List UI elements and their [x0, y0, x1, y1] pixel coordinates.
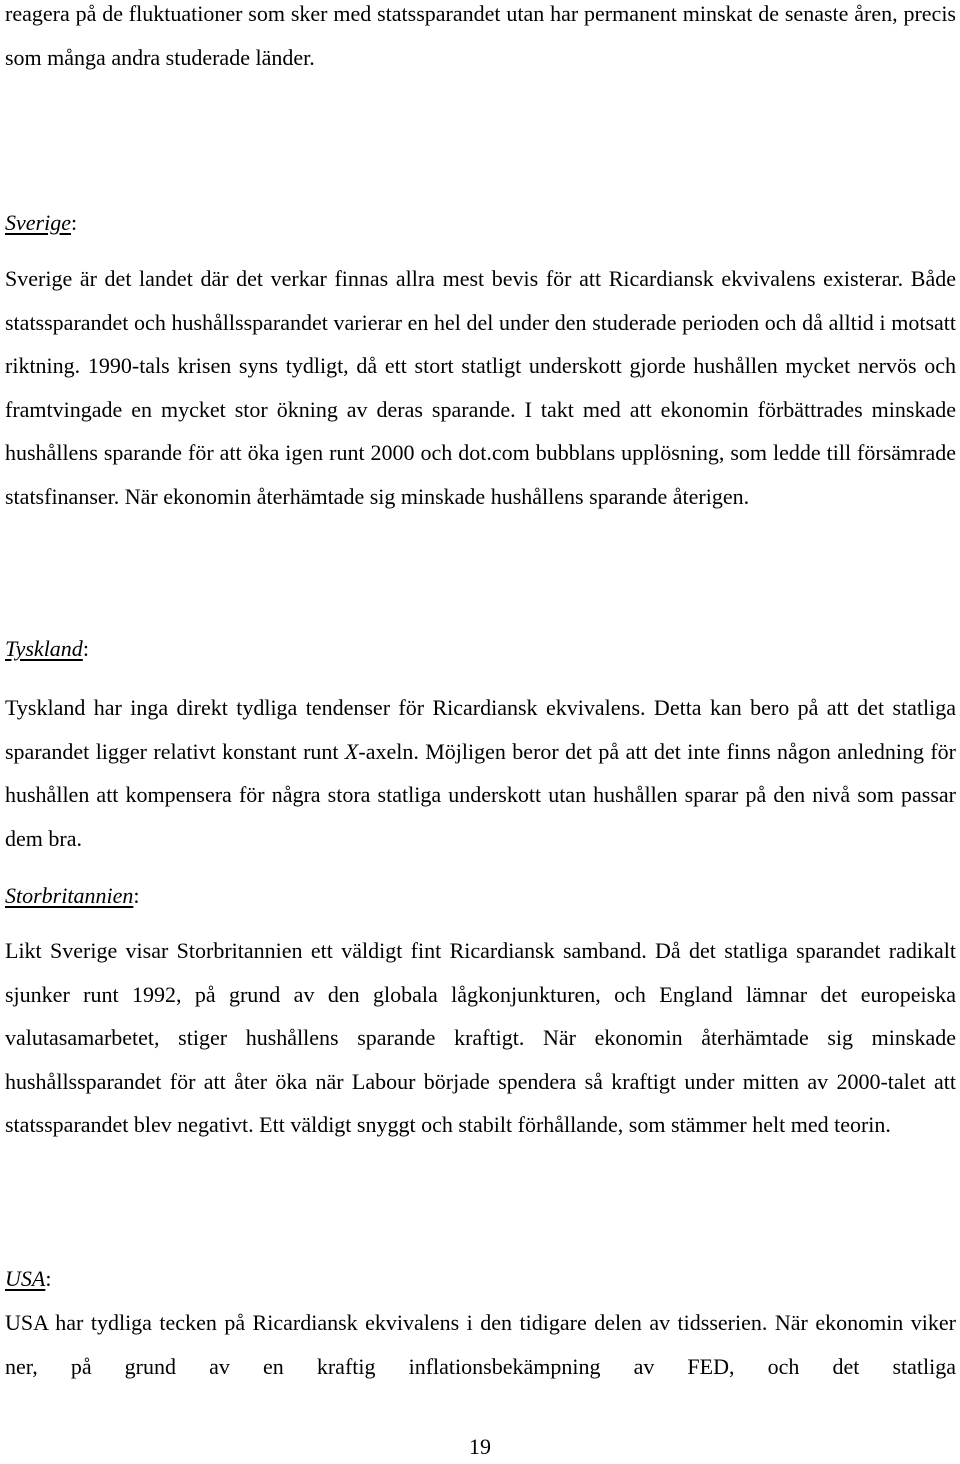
intro-paragraph: reagera på de fluktuationer som sker med statssparandet utan har permanent minskat de senaste åren, precis som många andra studerade länder. — [5, 1, 956, 70]
paragraph-storbritannien: Likt Sverige visar Storbritannien ett väldigt fint Ricardiansk samband. Då det statliga sparandet radikalt sjunker runt 1992, på grund av den globala lågkonjunkturen, och England lämnar det europeiska valutasamarbetet, stiger hushållens sparande kraftigt. När ekonomin återhämtade sig minskade hushållssparandet för att åter öka när Labour började spendera så kraftigt under mitten av 2000-talet att statssparandet blev negativt. Ett väldigt snyggt och stabilt förhållande, som stämmer helt med teorin. — [5, 938, 956, 1137]
section-heading-tyskland — [5, 627, 89, 671]
x-variable: X — [344, 738, 359, 764]
paragraph-usa: USA har tydliga tecken på Ricardiansk ekvivalens i den tidigare delen av tidsserien. När ekonomin viker ner, på grund av en kraftig inflationsbekämpning av FED, och det statliga — [5, 1310, 956, 1379]
paragraph-tyskland — [5, 686, 956, 860]
heading-label: Tyskland — [5, 636, 83, 661]
section-heading-sverige — [5, 201, 77, 245]
paragraph-text: Tyskland har inga direkt tydliga tendenser för Ricardiansk ekvivalens. Detta kan bero på att det statliga sparandet ligger relativt konstant runt — [5, 695, 956, 764]
paragraph-text: -axeln. Möjligen beror det på att det inte finns någon anledning för hushållen att kompensera för några stora statliga underskott utan hushållen sparar på den nivå som passar dem bra. — [5, 738, 957, 851]
heading-label: Sverige — [5, 210, 71, 235]
heading-colon: : — [70, 210, 78, 235]
heading-colon: : — [82, 636, 89, 661]
section-heading-storbritannien — [5, 874, 139, 918]
section-heading-usa — [5, 1257, 51, 1301]
page-number: 19 — [469, 1434, 491, 1459]
heading-label: USA — [5, 1266, 46, 1291]
paragraph-sverige: Sverige är det landet där det verkar finnas allra mest bevis för att Ricardiansk ekvivalens existerar. Både statssparandet och hushållssparandet varierar en hel del under den studerade perioden och då alltid i motsatt riktning. 1990-tals krisen syns tydligt, då ett stort statligt underskott gjorde hushållen mycket nervös och framtvingade en mycket stor ökning av deras sparande. I takt med att ekonomin förbättrades minskade hushållens sparande för att öka igen runt 2000 och dot.com bubblans upplösning, som ledde till försämrade statsfinanser. När ekonomin återhämtade sig minskade hushållens sparande återigen. — [5, 266, 956, 509]
heading-label: Storbritannien — [5, 883, 134, 908]
heading-colon: : — [133, 883, 140, 908]
heading-colon: : — [45, 1266, 52, 1291]
